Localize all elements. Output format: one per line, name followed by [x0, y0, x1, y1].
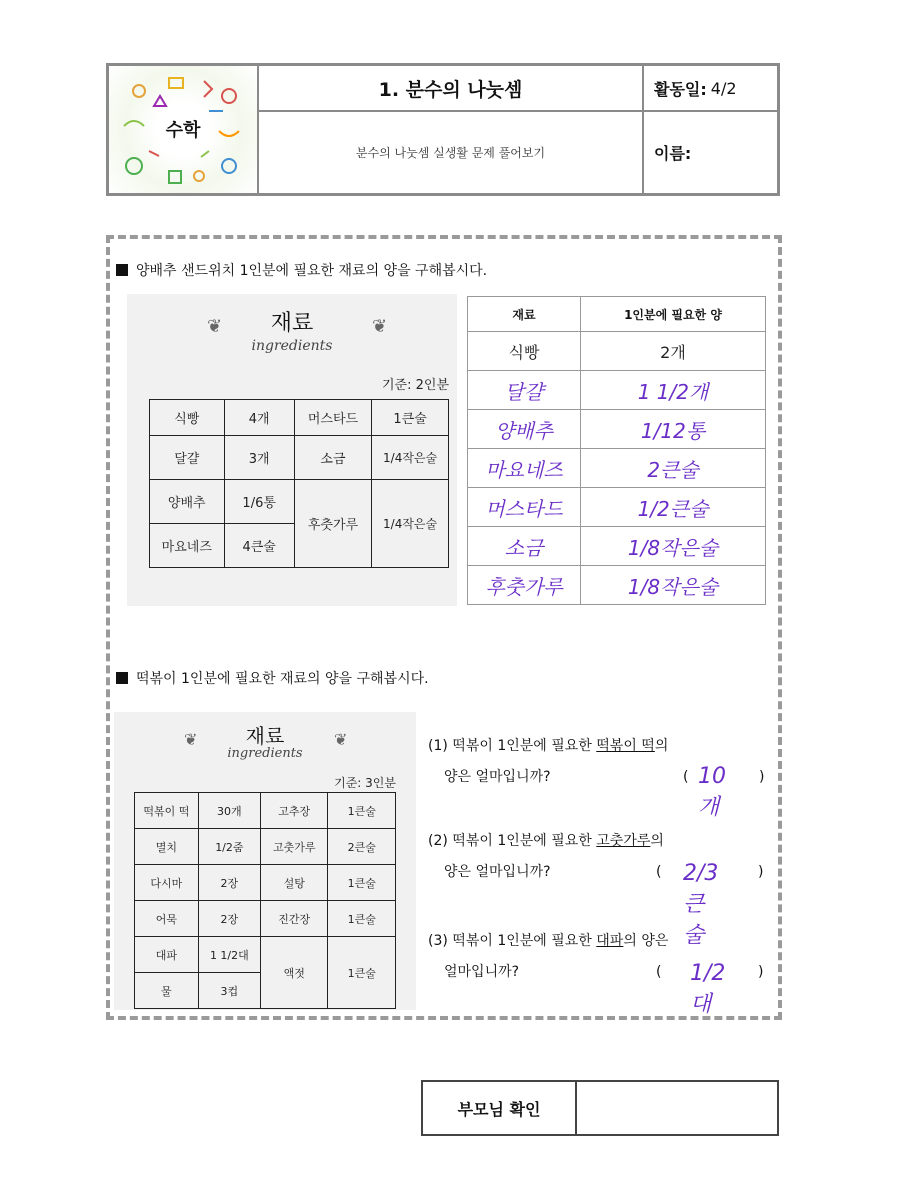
answer-header-amount: 1인분에 필요한 양	[581, 297, 766, 332]
card-cell: 3개	[224, 436, 294, 480]
card-basis: 기준: 2인분	[381, 378, 449, 393]
handwritten-cell[interactable]: 1/8작은술	[581, 566, 766, 605]
card-cell: 멸치	[135, 829, 199, 865]
card-cell: 달걀	[150, 436, 225, 480]
card-cell: 물	[135, 973, 199, 1009]
card-cell: 2큰술	[328, 829, 396, 865]
card-cell: 어묵	[135, 901, 199, 937]
worksheet-subtitle: 분수의 나눗셈 실생활 문제 풀어보기	[258, 111, 643, 194]
card-cell: 떡볶이 떡	[135, 793, 199, 829]
card-cell: 1/4작은술	[372, 436, 449, 480]
question-1	[428, 731, 765, 820]
card-cell: 고추장	[261, 793, 328, 829]
card-cell: 다시마	[135, 865, 199, 901]
paren-close: )	[759, 769, 765, 785]
question-3	[428, 926, 764, 1017]
question-number: (1)	[428, 738, 448, 754]
card-table	[134, 792, 396, 1009]
card-table	[149, 399, 449, 568]
subject-logo	[108, 65, 258, 194]
card-subtitle: ingredients	[227, 746, 303, 761]
card-cell: 액젓	[261, 937, 328, 1009]
card-cell: 3컵	[198, 973, 260, 1009]
paren-open: (	[656, 864, 662, 880]
question-number: (2)	[428, 833, 448, 849]
section1-heading-text: 양배추 샌드위치 1인분에 필요한 재료의 양을 구해봅시다.	[136, 263, 488, 279]
question-text: 떡볶이 1인분에 필요한	[452, 933, 592, 949]
handwritten-cell[interactable]: 1/8작은술	[581, 527, 766, 566]
laurel-right-icon: ❦	[372, 316, 388, 337]
question-text: 의 양은	[623, 933, 669, 949]
card-cell: 1큰술	[372, 400, 449, 436]
square-bullet-icon	[116, 264, 128, 276]
handwritten-cell[interactable]: 마요네즈	[468, 449, 581, 488]
card-cell: 1/6통	[224, 480, 294, 524]
subject-label: 수학	[165, 120, 201, 141]
question-keyword: 떡볶이 떡	[596, 738, 655, 754]
paren-open: (	[656, 964, 662, 980]
paren-close: )	[758, 864, 764, 880]
laurel-left-icon: ❦	[184, 730, 198, 749]
card-cell: 4개	[224, 400, 294, 436]
parent-signature-field[interactable]	[577, 1082, 777, 1134]
card-cell: 1/2줌	[198, 829, 260, 865]
card-title: 재료	[270, 311, 314, 336]
handwritten-cell[interactable]: 1/12통	[581, 410, 766, 449]
question-text: 의	[654, 738, 669, 754]
handwritten-cell[interactable]: 후춧가루	[468, 566, 581, 605]
card-subtitle: ingredients	[251, 338, 333, 354]
card-cell: 설탕	[261, 865, 328, 901]
section2-heading	[116, 668, 429, 688]
parent-confirm-label: 부모님 확인	[423, 1082, 577, 1134]
date-label: 활동일:	[654, 79, 707, 99]
card-cell: 머스타드	[294, 400, 371, 436]
activity-date	[643, 65, 778, 111]
laurel-right-icon: ❦	[334, 730, 348, 749]
card-cell: 마요네즈	[150, 524, 225, 568]
handwritten-answer[interactable]: 2/3큰술	[683, 861, 719, 948]
name-field[interactable]: 이름:	[643, 111, 778, 194]
card-cell: 1큰술	[328, 901, 396, 937]
question-text: 떡볶이 1인분에 필요한	[452, 833, 592, 849]
card-basis: 기준: 3인분	[334, 776, 396, 790]
question-text: 얼마입니까?	[444, 964, 520, 980]
handwritten-cell[interactable]: 1 1/2개	[581, 371, 766, 410]
card-cell: 2장	[198, 901, 260, 937]
question-keyword: 대파	[596, 933, 624, 949]
card-cell: 대파	[135, 937, 199, 973]
handwritten-cell[interactable]: 소금	[468, 527, 581, 566]
card-cell: 4큰술	[224, 524, 294, 568]
question-number: (3)	[428, 933, 448, 949]
question-text: 양은 얼마입니까?	[444, 864, 551, 880]
question-text: 양은 얼마입니까?	[444, 769, 551, 785]
question-text: 의	[650, 833, 664, 849]
worksheet-title: 1. 분수의 나눗셈	[258, 65, 643, 111]
card-cell: 1큰술	[328, 937, 396, 1009]
card-cell: 1/4작은술	[372, 480, 449, 568]
date-value: 4/2	[710, 78, 737, 98]
card-cell: 후춧가루	[294, 480, 371, 568]
handwritten-cell[interactable]: 1/2큰술	[581, 488, 766, 527]
answer-cell: 2개	[581, 332, 766, 371]
handwritten-answer[interactable]: 1/2대	[690, 961, 726, 1017]
handwritten-answer[interactable]: 10개	[698, 764, 726, 820]
laurel-left-icon: ❦	[207, 316, 223, 337]
question-keyword: 고춧가루	[596, 833, 651, 849]
card-cell: 식빵	[150, 400, 225, 436]
card-cell: 진간장	[261, 901, 328, 937]
answer-cell: 식빵	[468, 332, 581, 371]
handwritten-cell[interactable]: 달걀	[468, 371, 581, 410]
card-cell: 2장	[198, 865, 260, 901]
section2-heading-text: 떡볶이 1인분에 필요한 재료의 양을 구해봅시다.	[136, 671, 429, 687]
parent-confirm-box	[421, 1080, 779, 1136]
paren-open: (	[683, 769, 689, 785]
card-cell: 30개	[198, 793, 260, 829]
card-cell: 1큰술	[328, 793, 396, 829]
answer-header-ingredient: 재료	[468, 297, 581, 332]
card-cell: 소금	[294, 436, 371, 480]
question-text: 떡볶이 1인분에 필요한	[452, 738, 592, 754]
paren-close: )	[758, 964, 764, 980]
card-cell: 1큰술	[328, 865, 396, 901]
worksheet-header	[106, 63, 780, 196]
square-bullet-icon	[116, 672, 128, 684]
section1-heading	[116, 260, 487, 280]
answer-table	[467, 296, 766, 605]
card-cell: 양배추	[150, 480, 225, 524]
sandwich-recipe-card	[127, 294, 457, 606]
tteokbokki-recipe-card	[114, 712, 416, 1010]
card-cell: 고춧가루	[261, 829, 328, 865]
card-cell: 1 1/2대	[198, 937, 260, 973]
card-title: 재료	[245, 724, 285, 748]
handwritten-cell[interactable]: 양배추	[468, 410, 581, 449]
handwritten-cell[interactable]: 머스타드	[468, 488, 581, 527]
handwritten-cell[interactable]: 2큰술	[581, 449, 766, 488]
